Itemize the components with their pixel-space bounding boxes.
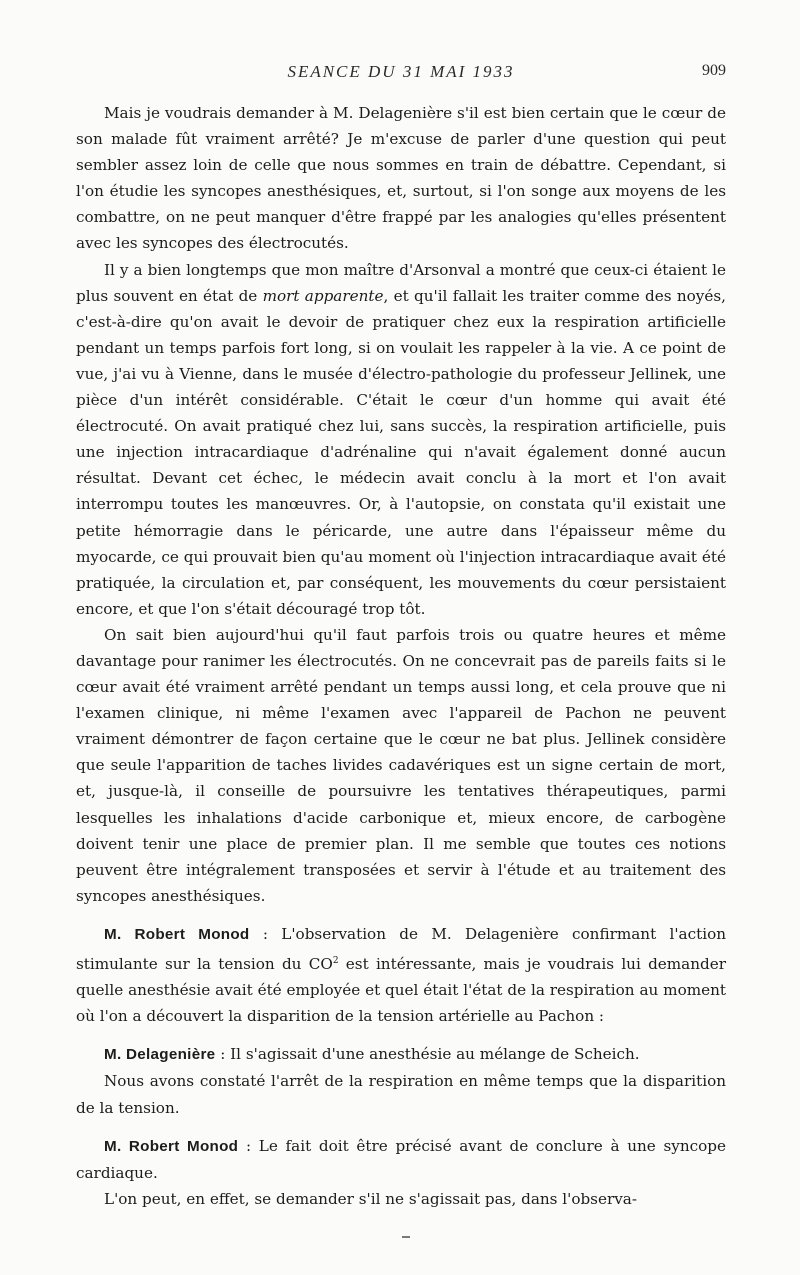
paragraph-2-rest: , et qu'il fallait les traiter comme des noyés, c'est-à-dire qu'on avait le devoir de pratiquer chez eux la respiration artificielle pendant un temps parfois fort long, si on voulait les rappeler à la vie. A ce point de vue, j'ai vu à Vienne, dans le musée d'électro-pathologie du professeur Jellinek, une pièce d'un intérêt considérable. C'était le cœur d'un homme qui avait été électrocuté. On avait pratiqué chez lui, sans succès, la respiration artificielle, puis une injection intracardiaque d'adrénaline qui n'avait également donné aucun résultat. Devant cet échec, le médecin avait conclu à la mort et l'on avait interrompu toutes les manœuvres. Or, à l'autopsie, on constata qu'il existait une petite hémorragie dans le péricarde, une autre dans l'épaisseur même du myocarde, ce qui prouvait bien qu'au moment où l'injection intracardiaque avait été pratiquée, la circulation et, par conséquent, les mouvements du cœur persistaient encore, et que l'on s'était découragé trop tôt.	[76, 286, 726, 618]
speaker-name: M. Delagenière	[104, 1046, 216, 1064]
page-number: 909	[702, 62, 726, 79]
paragraph-7-text: : Le fait doit être précisé avant de conclure à une syncope cardiaque.	[76, 1136, 726, 1182]
subscript-2: 2	[332, 956, 339, 966]
paragraph-3: On sait bien aujourd'hui qu'il faut parfois trois ou quatre heures et même davantage pour ranimer les électrocutés. On ne concevrait pas de pareils faits si le cœur avait été vraiment arrêté pendant un temps aussi long, et cela prouve que ni l'examen clinique, ni même l'examen avec l'appareil de Pachon ne peuvent vraiment démontrer de façon certaine que le cœur ne bat plus. Jellinek considère que seule l'apparition de taches livides cadavériques est un signe certain de mort, et, jusque-là, il conseille de poursuivre les tentatives thérapeutiques, parmi lesquelles les inhalations d'acide carbonique et, mieux encore, de carbogène doivent tenir une place de premier plan. Il me semble que toutes ces notions peuvent être intégralement transposées et servir à l'étude et au traitement des syncopes anesthésiques.	[76, 625, 726, 905]
paragraph-7	[76, 1133, 726, 1186]
footer-mark	[402, 1236, 410, 1238]
paragraph-6: Nous avons constaté l'arrêt de la respiration en même temps que la disparition de la tension.	[76, 1072, 726, 1117]
speaker-name: M. Robert Monod	[104, 925, 250, 943]
paragraph-8: L'on peut, en effet, se demander s'il ne s'agissait pas, dans l'observa-	[104, 1189, 637, 1208]
paragraph-5-text: : Il s'agissait d'une anesthésie au mélange de Scheich.	[215, 1045, 640, 1064]
speaker-name: M. Robert Monod	[104, 1137, 239, 1155]
paragraph-4-rest: est intéressante, mais je voudrais lui demander quelle anesthésie avait été employée et quel était l'état de la respiration au moment où l'on a découvert la disparition de la tension artérielle au Pachon :	[76, 955, 726, 1026]
paragraph-4-start: : L'observation de M. Delagenière confirmant l'action stimulante sur la tension du CO	[76, 924, 726, 974]
article-body	[76, 100, 726, 1212]
italic-term: mort apparente	[262, 286, 384, 305]
paragraph-2-start: Il y a bien longtemps que mon maître d'Arsonval a montré que ceux-ci étaient le plus souvent en état de	[76, 260, 726, 305]
paragraph-2	[76, 257, 726, 622]
running-title: SEANCE DU 31 MAI 1933	[287, 62, 515, 81]
paragraph-5	[76, 1041, 726, 1068]
paragraph-1: Mais je voudrais demander à M. Delagenière s'il est bien certain que le cœur de son malade fût vraiment arrêté? Je m'excuse de parler d'une question qui peut sembler assez loin de celle que nous sommes en train de débattre. Cependant, si l'on étudie les syncopes anesthésiques, et, surtout, si l'on songe aux moyens de les combattre, on ne peut manquer d'être frappé par les analogies qu'elles présentent avec les syncopes des électrocutés.	[76, 104, 726, 253]
paragraph-4	[76, 921, 726, 1029]
running-head	[76, 62, 726, 86]
